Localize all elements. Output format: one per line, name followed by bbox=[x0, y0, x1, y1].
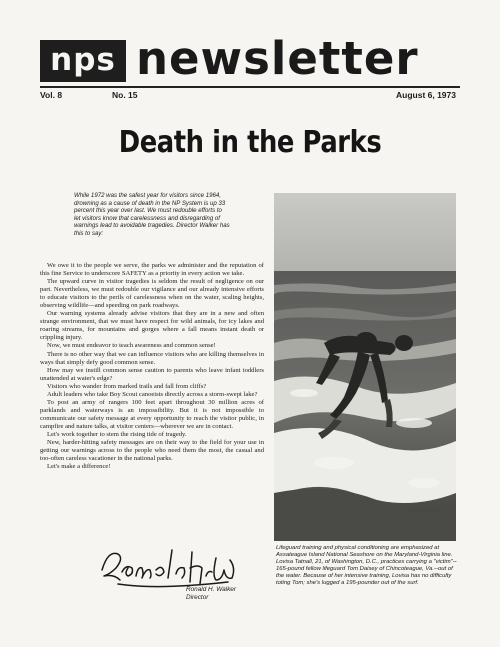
masthead-rule bbox=[40, 86, 460, 88]
lifeguard-photo-illustration bbox=[274, 193, 456, 541]
body-paragraph: New, harder-hitting safety messages are on their way to the field for your use in getting our warnings across to the people who need them the most, the casual and too-often careless vacationer in the national parks. bbox=[40, 439, 264, 463]
issue-number: No. 15 bbox=[112, 90, 138, 100]
body-paragraph: To post an army of rangers 100 feet apart throughout 30 million acres of parklands and waterways is an impossibility. But it is not impossible to communicate our safety message at every opportunity to reach the visitor public, in campfire and nature talks, at visitor centers—wherever we are in contact. bbox=[40, 398, 264, 430]
signer-name: Ronald H. Walker bbox=[186, 586, 236, 593]
body-paragraph: Adult leaders who take Boy Scout canoeists directly across a storm-swept lake? bbox=[47, 390, 258, 398]
body-paragraph: Let's work together to stem the rising tide of tragedy. bbox=[47, 430, 187, 438]
body-paragraph: Let's make a difference! bbox=[47, 463, 111, 471]
body-paragraph: The upward curve in visitor tragedies is seldom the result of negligence on our part. Nevertheless, we must redouble our vigilance and our already intensive efforts to educate visitors to the perils of carelessness when on the water, scaling heights, observing wildlife—and speeding on park roadways. bbox=[40, 278, 264, 310]
masthead-title: newsletter bbox=[136, 32, 419, 85]
body-paragraph: Our warning systems already advise visitors that they are in a new and often strange environment, that we must have respect for wild animals, for icy lakes and roaring streams, for mountains and gorges where a fall means instant death or crippling injury. bbox=[40, 310, 264, 342]
volume-label: Vol. 8 bbox=[40, 90, 63, 100]
signer-title: Director bbox=[186, 593, 209, 601]
photo-caption: Lifeguard training and physical conditioning are emphasized at Assateague Island National Seashore on the Maryland-Virginia line. Lovisa Tatnall, 21, of Washington, D.C., practices carrying a "victim"-- 165-pound fellow lifeguard Tom Daisey of Chincoteague, Va.--out of the water. Because of her intensive training, Lovisa has no difficulty toting Tom; she's lugged a 195-pounder out of the surf. bbox=[276, 545, 457, 587]
lifeguard-photo bbox=[274, 193, 456, 541]
intro-paragraph: While 1972 was the safest year for visitors since 1964, drowning as a cause of death in the NP System is up 33 percent this year over last. We must redouble efforts to let visitors know that carelessness and disregarding of warnings lead to avoidable tragedies. Director Walker has this to say: bbox=[74, 192, 230, 237]
issue-date: August 6, 1973 bbox=[396, 90, 456, 100]
body-paragraph: Now, we must endeavor to teach awareness and common sense! bbox=[47, 342, 216, 350]
signer-block bbox=[186, 586, 236, 601]
headline: Death in the Parks bbox=[118, 125, 382, 160]
body-paragraph: We owe it to the people we serve, the parks we administer and the reputation of this fine Service to underscore SAFETY as a priority in every action we take. bbox=[40, 262, 264, 278]
article-body bbox=[40, 262, 264, 471]
body-paragraph: Visitors who wander from marked trails and fall from cliffs? bbox=[47, 382, 207, 390]
nps-logo: nps bbox=[40, 40, 126, 82]
masthead bbox=[40, 32, 460, 86]
body-paragraph: How may we instill common sense caution to parents who leave infant toddlers unattended at water's edge? bbox=[40, 366, 264, 382]
body-paragraph: There is no other way that we can influence visitors who are killing themselves in ways that simply defy good common sense. bbox=[40, 350, 264, 366]
